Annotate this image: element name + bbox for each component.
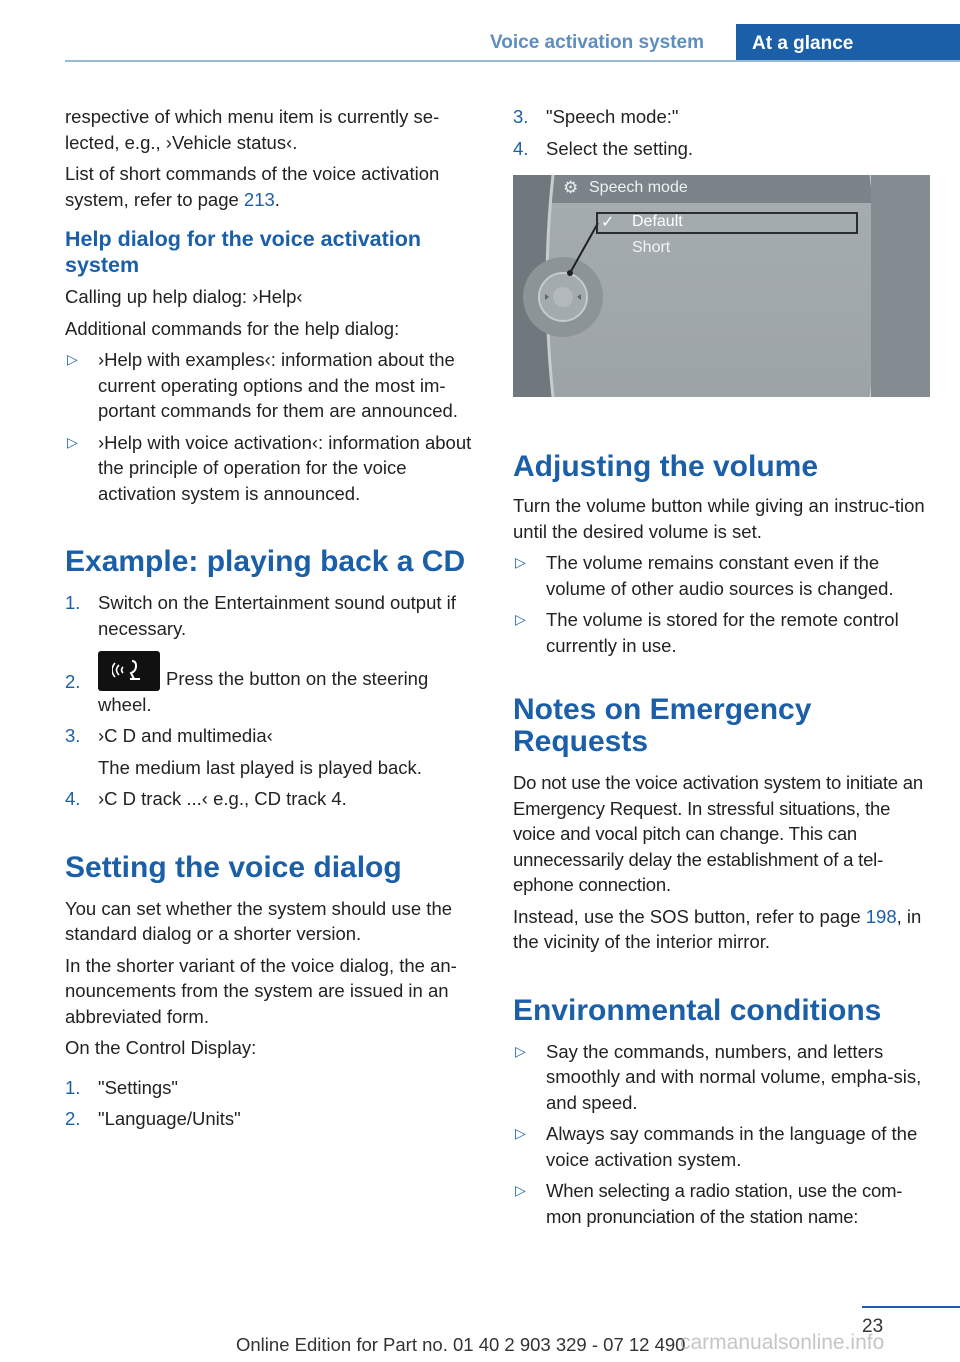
help-calling-text: Calling up help dialog: ›Help‹: [65, 286, 303, 307]
option-short[interactable]: Short: [632, 239, 671, 256]
paragraph-short-commands: List of short commands of the voice activation system, refer to page 213.: [65, 163, 440, 210]
voice-dialog-heading: Setting the voice dialog: [65, 850, 402, 884]
list-item: 2. Press the button on the steering wheel.: [65, 651, 485, 717]
header-rule: [65, 60, 960, 62]
triangle-bullet-icon: ▷: [515, 611, 526, 627]
environment-heading: Environmental conditions: [513, 993, 882, 1027]
list-item: ▷ When selecting a radio station, use the com‐mon pronunciation of the station name:: [515, 1180, 903, 1227]
emergency-heading: Notes on Emergency Requests: [513, 693, 812, 758]
list-item: ▷ The volume is stored for the remote control currently in use.: [515, 609, 899, 656]
page-link-198[interactable]: 198: [865, 905, 897, 927]
dialog-paragraph-2: In the shorter variant of the voice dialog, the an‐nouncements from the system are issued in an abbreviated form.: [65, 954, 457, 1027]
watermark: carmanualsonline.info: [680, 1331, 885, 1354]
header-section-title: Voice activation system: [490, 32, 705, 53]
list-item: 4. ›C D track ...‹ e.g., CD track 4.: [65, 788, 347, 809]
check-icon: ✓: [601, 214, 615, 231]
page-link-213[interactable]: 213: [243, 188, 275, 210]
list-item: 4. Select the setting.: [513, 137, 694, 159]
volume-heading: Adjusting the volume: [513, 450, 819, 483]
list-item: 1. Switch on the Entertainment sound output if necessary.: [65, 592, 456, 639]
help-dialog-heading: Help dialog for the voice activation system: [65, 227, 422, 277]
triangle-bullet-icon: ▷: [515, 1042, 526, 1059]
footer-rule: [862, 1306, 960, 1308]
help-additional-text: Additional commands for the help dialog:: [65, 317, 400, 339]
option-default[interactable]: Default: [632, 213, 683, 230]
emergency-paragraph-1: Do not use the voice activation system to initiate an Emergency Request. In stressful situations, the voice and vocal pitch can change. This can unnecessarily delay the establishment of a tel‐ephone connection.: [513, 772, 923, 895]
triangle-bullet-icon: ▷: [515, 1125, 526, 1141]
left-column: [65, 104, 485, 1138]
screen-background: [513, 175, 930, 397]
paragraph-menu-item: respective of which menu item is currently se‐lected, e.g., ›Vehicle status‹.: [65, 106, 440, 153]
list-item: 3. ›C D and multimedia‹: [65, 725, 273, 746]
triangle-bullet-icon: ▷: [515, 554, 526, 570]
volume-paragraph: Turn the volume button while giving an instruc‐tion until the desired volume is set.: [513, 495, 925, 542]
list-item: ▷ ›Help with voice activation‹: information about the principle of operation for the voice activation system is announced.: [67, 431, 472, 504]
gear-icon: ⚙: [563, 178, 579, 197]
header-chapter-tab: At a glance: [736, 24, 960, 62]
list-item: The medium last played is played back.: [98, 756, 422, 778]
right-column: [513, 104, 930, 1235]
list-item: ▷ Say the commands, numbers, and letters smoothly and with normal volume, empha‐sis, and speed.: [515, 1040, 922, 1113]
page-number: 23: [862, 1316, 884, 1337]
list-item: ▷ The volume remains constant even if the volume of other audio sources is changed.: [515, 552, 894, 599]
emergency-paragraph-2: Instead, use the SOS button, refer to page 198, in the vicinity of the interior mirror.: [513, 905, 922, 952]
triangle-bullet-icon: ▷: [515, 1182, 526, 1198]
list-item: 3. "Speech mode:": [513, 106, 679, 127]
list-item: 2. "Language/Units": [65, 1108, 241, 1129]
list-item: 1. "Settings": [65, 1076, 178, 1098]
triangle-bullet-icon: ▷: [67, 351, 78, 367]
screen-title: Speech mode: [589, 179, 688, 196]
dialog-paragraph-1: You can set whether the system should use the standard dialog or a shorter version.: [65, 897, 453, 944]
cd-example-heading: Example: playing back a CD: [65, 545, 466, 578]
dialog-paragraph-3: On the Control Display:: [65, 1037, 257, 1058]
list-item: ▷ ›Help with examples‹: information about the current operating options and the most im‐portant commands for them are announced.: [67, 349, 458, 421]
speech-mode-screenshot: [513, 175, 930, 397]
footer-edition: Online Edition for Part no. 01 40 2 903 329 - 07 12 490: [236, 1334, 686, 1355]
voice-activation-icon: [98, 651, 160, 691]
triangle-bullet-icon: ▷: [67, 433, 78, 450]
list-item: ▷ Always say commands in the language of the voice activation system.: [515, 1123, 918, 1170]
